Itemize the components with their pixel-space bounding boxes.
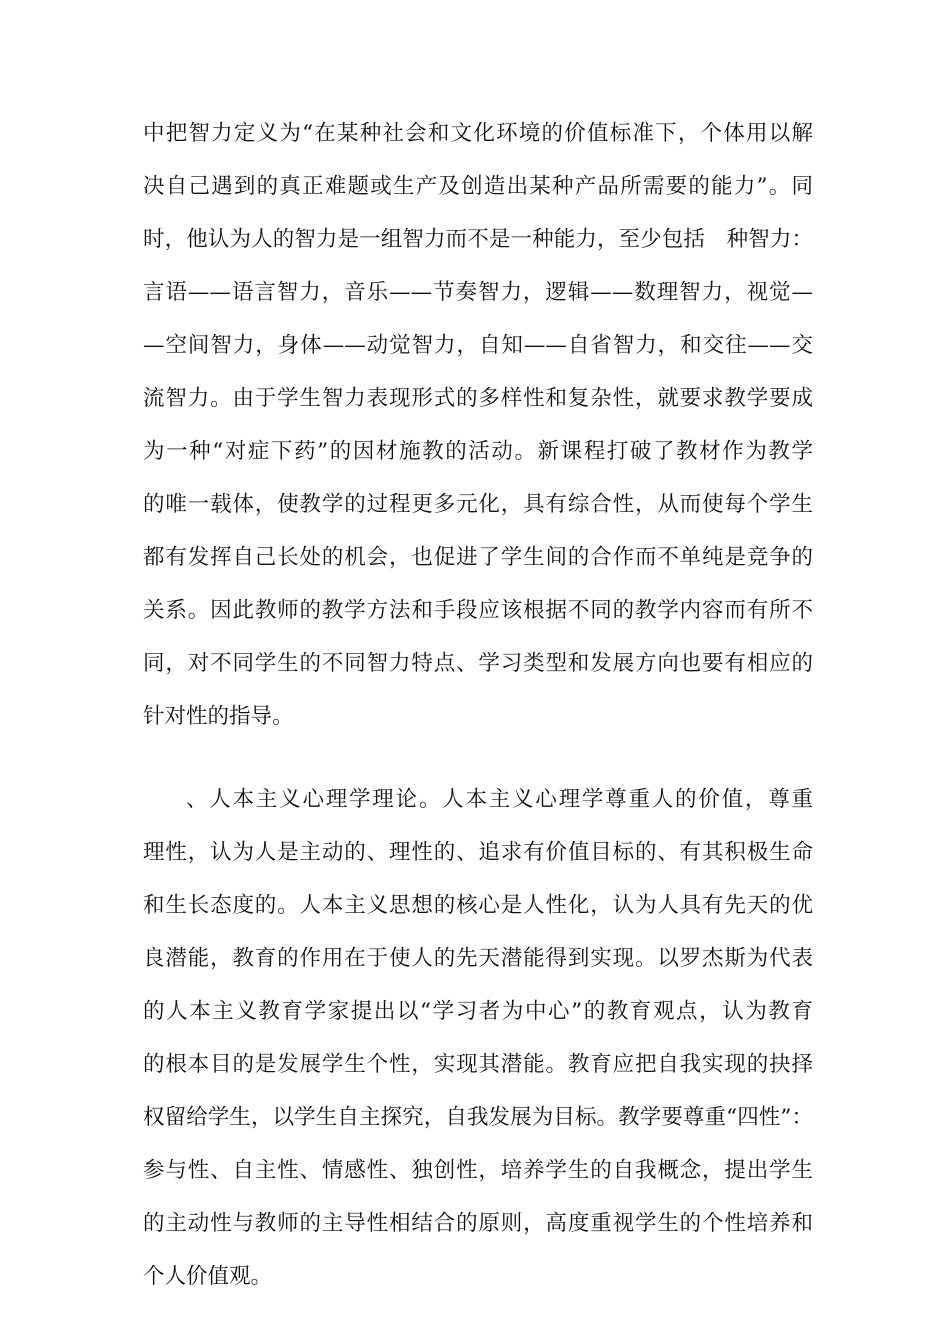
- text-line: 的主动性与教师的主导性相结合的原则，高度重视学生的个性培养和: [143, 1211, 813, 1236]
- text-line: 同，对不同学生的不同智力特点、学习类型和发展方向也要有相应的: [143, 651, 813, 676]
- text-line: 的人本主义教育学家提出以“学习者为中心”的教育观点，认为教育: [143, 999, 813, 1024]
- text-line: 良潜能，教育的作用在于使人的先天潜能得到实现。以罗杰斯为代表: [143, 946, 813, 971]
- text-line: 为一种“对症下药”的因材施教的活动。新课程打破了教材作为教学: [143, 439, 813, 464]
- text-line: 决自己遇到的真正难题或生产及创造出某种产品所需要的能力”。同: [143, 174, 813, 199]
- text-line: 流智力。由于学生智力表现形式的多样性和复杂性，就要求教学要成: [143, 386, 813, 411]
- text-line: 针对性的指导。: [143, 704, 294, 729]
- text-line: 的根本目的是发展学生个性，实现其潜能。教育应把自我实现的抉择: [143, 1052, 813, 1077]
- text-line: 关系。因此教师的教学方法和手段应该根据不同的教学内容而有所不: [143, 598, 813, 623]
- text-line: 言语——语言智力，音乐——节奏智力，逻辑——数理智力，视觉—: [143, 280, 813, 305]
- text-line: 参与性、自主性、情感性、独创性，培养学生的自我概念，提出学生: [143, 1158, 813, 1183]
- text-line: 和生长态度的。人本主义思想的核心是人性化，认为人具有先天的优: [143, 893, 813, 918]
- text-line: 都有发挥自己长处的机会，也促进了学生间的合作而不单纯是竞争的: [143, 545, 813, 570]
- text-line: 的唯一载体，使教学的过程更多元化，具有综合性，从而使每个学生: [143, 492, 813, 517]
- text-line: 、人本主义心理学理论。人本主义心理学尊重人的价值，尊重: [186, 787, 813, 812]
- text-line: 中把智力定义为“在某种社会和文化环境的价值标准下，个体用以解: [143, 121, 813, 146]
- text-line: 权留给学生，以学生自主探究，自我发展为目标。教学要尊重“四性”：: [143, 1105, 813, 1130]
- text-line: —空间智力，身体——动觉智力，自知——自省智力，和交往——交: [143, 333, 813, 358]
- text-line: 时，他认为人的智力是一组智力而不是一种能力，至少包括 种智力：: [143, 227, 813, 252]
- text-line: 个人价值观。: [143, 1264, 273, 1289]
- text-line: 理性，认为人是主动的、理性的、追求有价值目标的、有其积极生命: [143, 840, 813, 865]
